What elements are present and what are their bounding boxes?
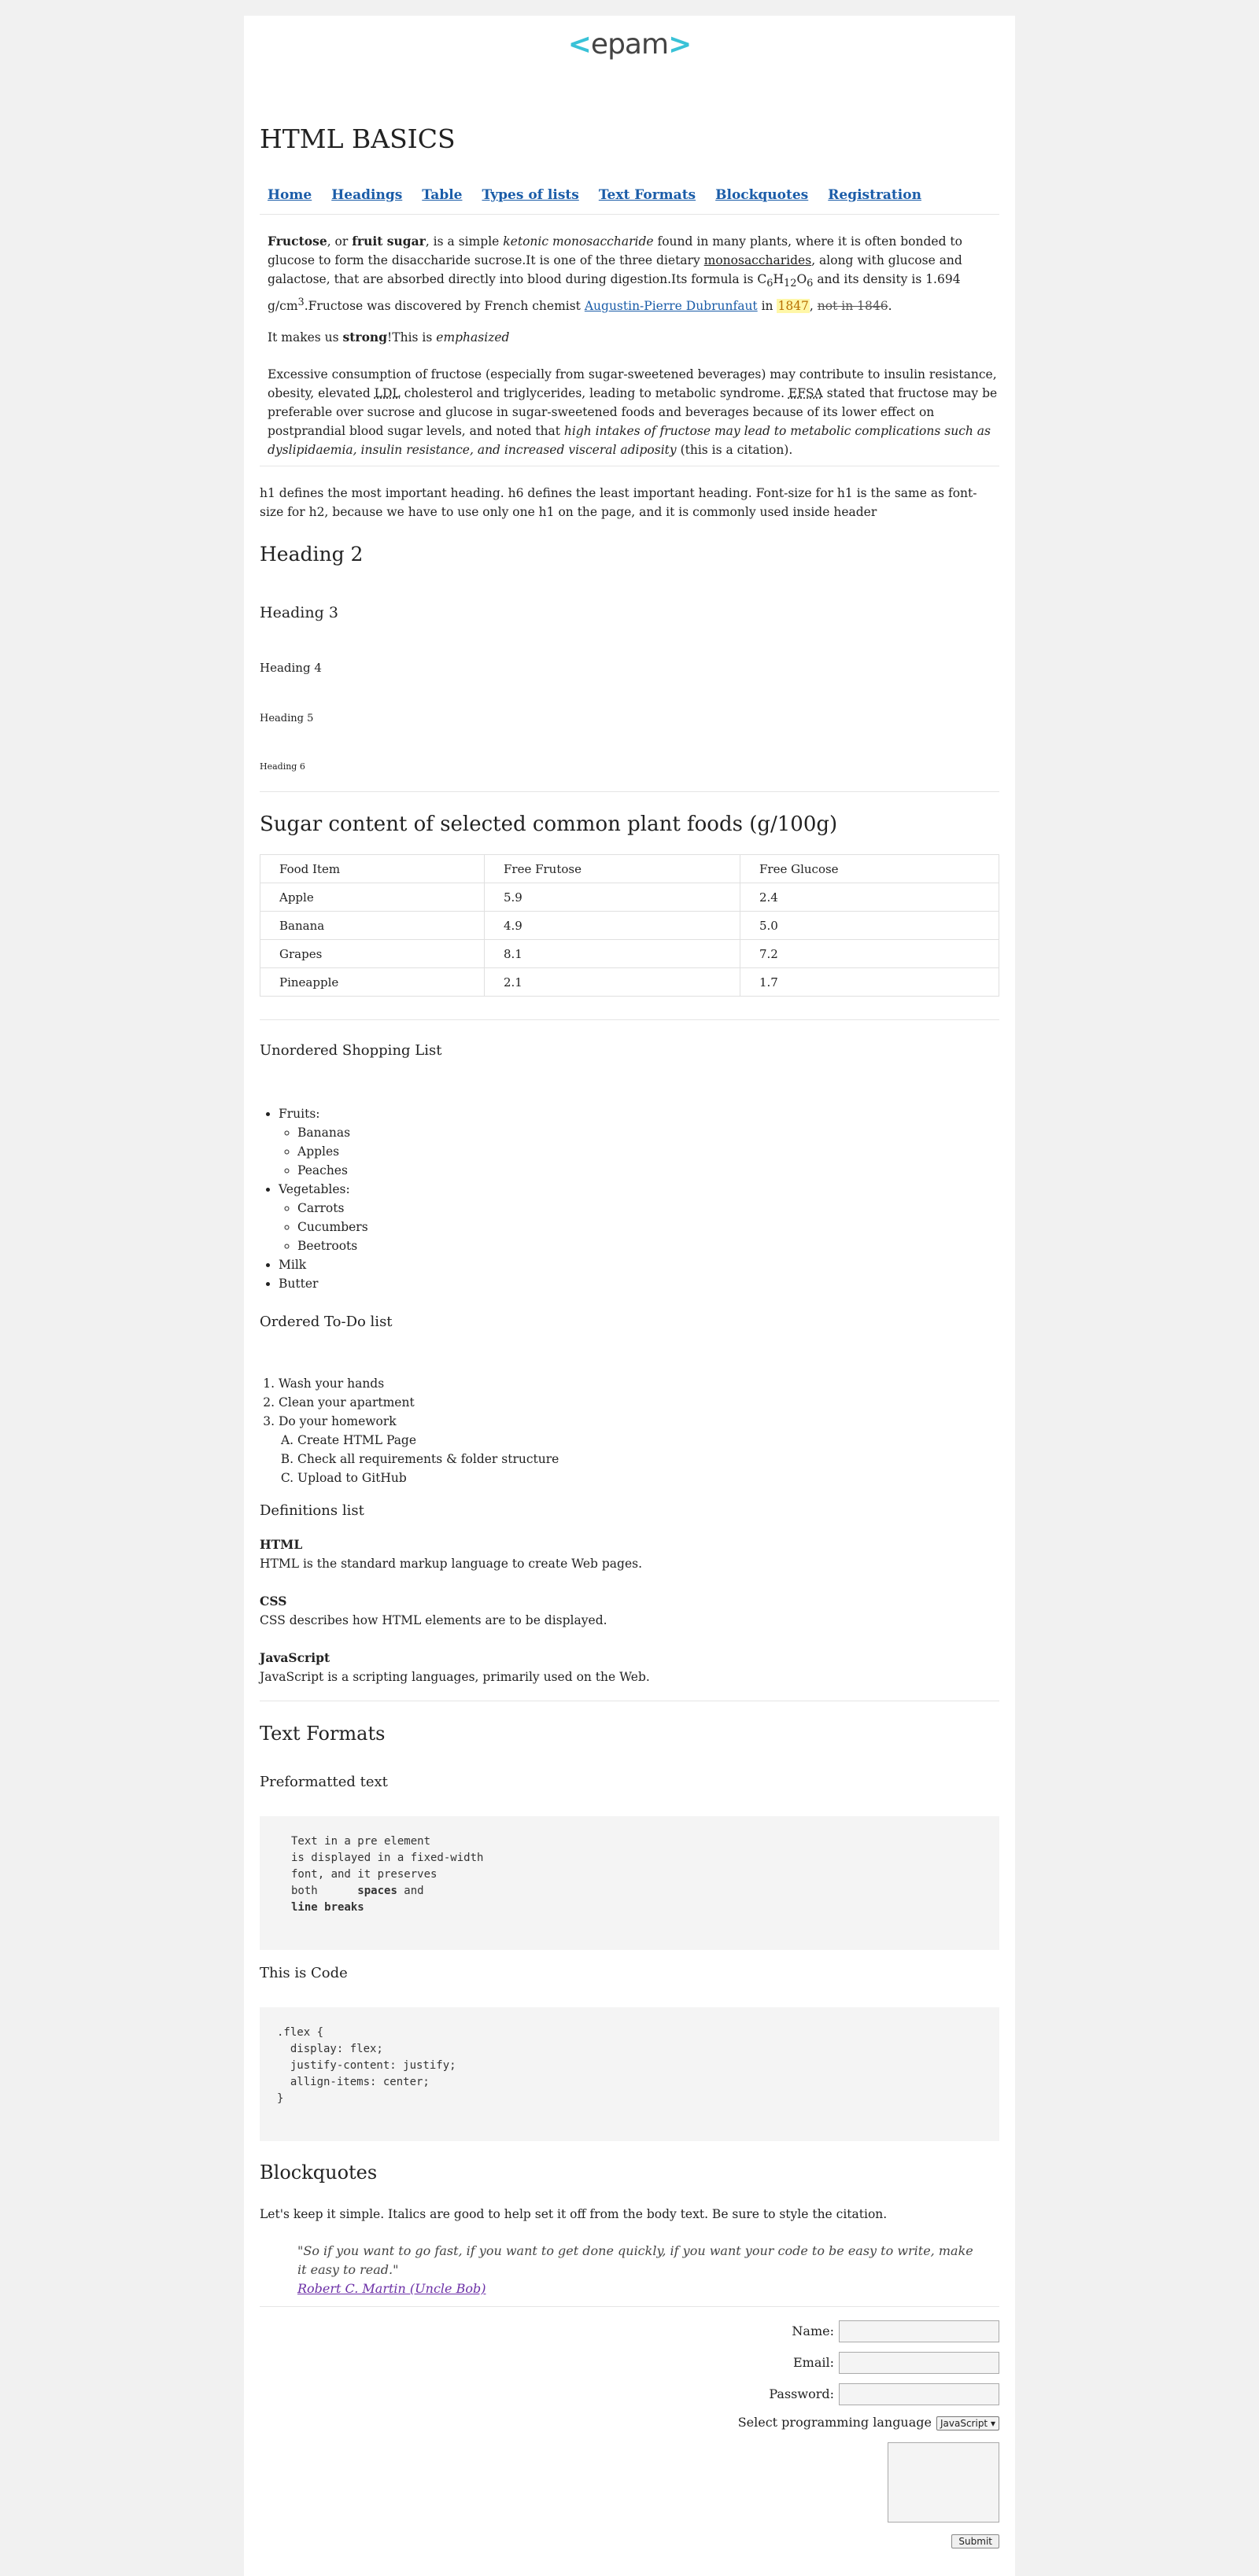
table-row	[260, 912, 999, 940]
divider	[260, 2306, 999, 2307]
citation-paragraph: Excessive consumption of fructose (especially from sugar-sweetened beverages) may contribute to insulin resistance, obesity, elevated LDL cholesterol and triglycerides, leading to metabolic syndrome. EFSA stated that fructose may be preferable over sucrose and glucose in sugar-sweetened foods and beverages because of its lower effect on postprandial blood sugar levels, and noted that high intakes of fructose may lead to metabolic complications such as dyslipidaemia, insulin resistance, and increased visceral adiposity (this is a citation).	[268, 367, 998, 457]
sugar-table	[260, 854, 999, 997]
list-item: ◦ Apples	[297, 1142, 368, 1161]
table-header-row	[260, 855, 999, 883]
list-item: C. Upload to GitHub	[297, 1469, 559, 1487]
shopping-list	[260, 1104, 368, 1293]
heading-5: Heading 5	[260, 713, 314, 724]
divider	[260, 791, 999, 792]
table-row	[260, 968, 999, 997]
nav-headings[interactable]: Headings	[331, 187, 403, 203]
nav-blockquotes[interactable]: Blockquotes	[715, 187, 809, 203]
language-row	[738, 2415, 999, 2430]
preformatted-block: Text in a pre element is displayed in a fixed-width font, and it preserves both spaces and line breaks	[260, 1816, 999, 1950]
list-item: • Fruits: ◦ Bananas ◦ Apples ◦ Peaches	[279, 1104, 368, 1180]
page	[244, 16, 1015, 2576]
email-label: Email:	[792, 2354, 834, 2370]
logo-text: epam	[590, 28, 669, 61]
table-cell: Grapes	[260, 940, 485, 968]
quote-author-link[interactable]: Robert C. Martin (Uncle Bob)	[297, 2281, 486, 2296]
divider	[260, 1019, 999, 1020]
code-block: .flex { display: flex; justify-content: justify; allign-items: center; }	[260, 2007, 999, 2141]
definition-term: JavaScript	[260, 1650, 330, 1665]
list-item: • Milk	[279, 1255, 368, 1274]
table-cell: 5.9	[485, 883, 740, 912]
nav-registration[interactable]: Registration	[828, 187, 921, 203]
nav-table[interactable]: Table	[422, 187, 463, 203]
list-item: ◦ Bananas	[297, 1123, 368, 1142]
text-formats-title: Text Formats	[260, 1723, 386, 1745]
table-cell: Pineapple	[260, 968, 485, 997]
list-item: 2. Clean your apartment	[279, 1393, 559, 1412]
blockquotes-title: Blockquotes	[260, 2161, 378, 2184]
table-header: Food Item	[260, 855, 485, 883]
list-item: 3. Do your homework A. Create HTML Page B. Check all requirements & folder structure C. Upload to GitHub	[279, 1412, 559, 1487]
nav-lists[interactable]: Types of lists	[482, 187, 579, 203]
list-item: ◦ Cucumbers	[297, 1218, 368, 1236]
blockquote-intro: Let's keep it simple. Italics are good to help set it off from the body text. Be sure to style the citation.	[260, 2207, 888, 2221]
definitions-list	[260, 1535, 650, 1686]
list-item: 1. Wash your hands	[279, 1374, 559, 1393]
table-header: Free Frutose	[485, 855, 740, 883]
list-item: • Butter	[279, 1274, 368, 1293]
table-header: Free Glucose	[740, 855, 999, 883]
chevron-down-icon: ▾	[990, 2417, 995, 2429]
table-cell: Banana	[260, 912, 485, 940]
table-title: Sugar content of selected common plant foods (g/100g)	[260, 813, 838, 836]
main-nav	[260, 173, 999, 215]
definition-term: CSS	[260, 1594, 287, 1609]
fructose-paragraph: Fructose, or fruit sugar, is a simple ketonic monosaccharide found in many plants, where it is often bonded to glucose to form the disaccharide sucrose.It is one of the three dietary monosaccharides, along with glucose and galactose, that are absorbed directly into blood during digestion.Its formula is $C_6H_{12}O_6$ and its density is 1.694 $g/cm^3.Fructose$ was discovered by French chemist Augustin-Pierre Dubrunfaut in 1847, not in 1846.	[268, 234, 962, 314]
table-row	[260, 940, 999, 968]
table-cell: 5.0	[740, 912, 999, 940]
email-row	[793, 2352, 999, 2374]
submit-button[interactable]: Submit	[951, 2534, 999, 2548]
table-cell: 2.1	[485, 968, 740, 997]
name-input[interactable]	[839, 2320, 999, 2342]
heading-3: Heading 3	[260, 604, 338, 621]
heading-4: Heading 4	[260, 661, 322, 675]
name-row	[792, 2320, 999, 2342]
chemist-link[interactable]: Augustin-Pierre Dubrunfaut	[584, 299, 758, 314]
table-cell: 4.9	[485, 912, 740, 940]
definition-desc: HTML is the standard markup language to create Web pages.	[260, 1557, 642, 1571]
list-item: B. Check all requirements & folder structure	[297, 1450, 559, 1469]
nav-home[interactable]: Home	[268, 187, 312, 203]
logo-right-bracket: >	[668, 28, 692, 61]
password-input[interactable]	[839, 2383, 999, 2405]
definition-desc: JavaScript is a scripting languages, primarily used on the Web.	[260, 1670, 650, 1684]
language-label: Select programming language	[737, 2415, 932, 2430]
password-label: Password:	[769, 2386, 834, 2401]
table-cell: Apple	[260, 883, 485, 912]
table-cell: 7.2	[740, 940, 999, 968]
list-item: ◦ Peaches	[297, 1161, 368, 1180]
table-row	[260, 883, 999, 912]
list-item: • Vegetables: ◦ Carrots ◦ Cucumbers ◦ Beetroots	[279, 1180, 368, 1255]
definition-desc: CSS describes how HTML elements are to be displayed.	[260, 1613, 607, 1627]
blockquote	[297, 2242, 984, 2298]
heading-2: Heading 2	[260, 543, 364, 566]
strong-line: It makes us strong!This is emphasized	[268, 330, 510, 345]
ordered-title: Ordered To-Do list	[260, 1314, 393, 1330]
year-mark: 1847	[777, 299, 809, 314]
pre-title: Preformatted text	[260, 1774, 388, 1790]
list-item: ◦ Beetroots	[297, 1236, 368, 1255]
page-title: HTML BASICS	[260, 123, 456, 154]
headings-intro: h1 defines the most important heading. h6 defines the least important heading. Font-size for h1 is the same as font-size for h2, because we have to use only one h1 on the page, and it is commonly used inside header	[260, 486, 977, 519]
citation: high intakes of fructose may lead to metabolic complications such as dyslipidaemia, insulin resistance, and increased visceral adiposity	[268, 424, 991, 457]
table-cell: 8.1	[485, 940, 740, 968]
name-label: Name:	[792, 2323, 834, 2338]
language-select[interactable]: JavaScript ▾	[936, 2416, 999, 2430]
message-textarea[interactable]	[888, 2442, 999, 2523]
nav-text-formats[interactable]: Text Formats	[598, 187, 696, 203]
password-row	[769, 2383, 999, 2405]
heading-6: Heading 6	[260, 761, 305, 772]
table-cell: 1.7	[740, 968, 999, 997]
epam-logo[interactable]	[244, 28, 1015, 61]
unordered-title: Unordered Shopping List	[260, 1042, 442, 1059]
definition-term: HTML	[260, 1537, 303, 1552]
logo-left-bracket: <	[567, 28, 591, 61]
table-cell: 2.4	[740, 883, 999, 912]
efsa-abbr: EFSA	[788, 386, 823, 400]
definitions-title: Definitions list	[260, 1502, 364, 1519]
list-item: A. Create HTML Page	[297, 1431, 559, 1450]
code-title: This is Code	[260, 1965, 348, 1981]
list-item: ◦ Carrots	[297, 1199, 368, 1218]
email-input[interactable]	[839, 2352, 999, 2374]
todo-list	[260, 1374, 559, 1487]
quote-text: "So if you want to go fast, if you want to get done quickly, if you want your code to be easy to write, make it easy to read."	[297, 2243, 973, 2277]
ldl-abbr: LDL	[374, 386, 401, 400]
